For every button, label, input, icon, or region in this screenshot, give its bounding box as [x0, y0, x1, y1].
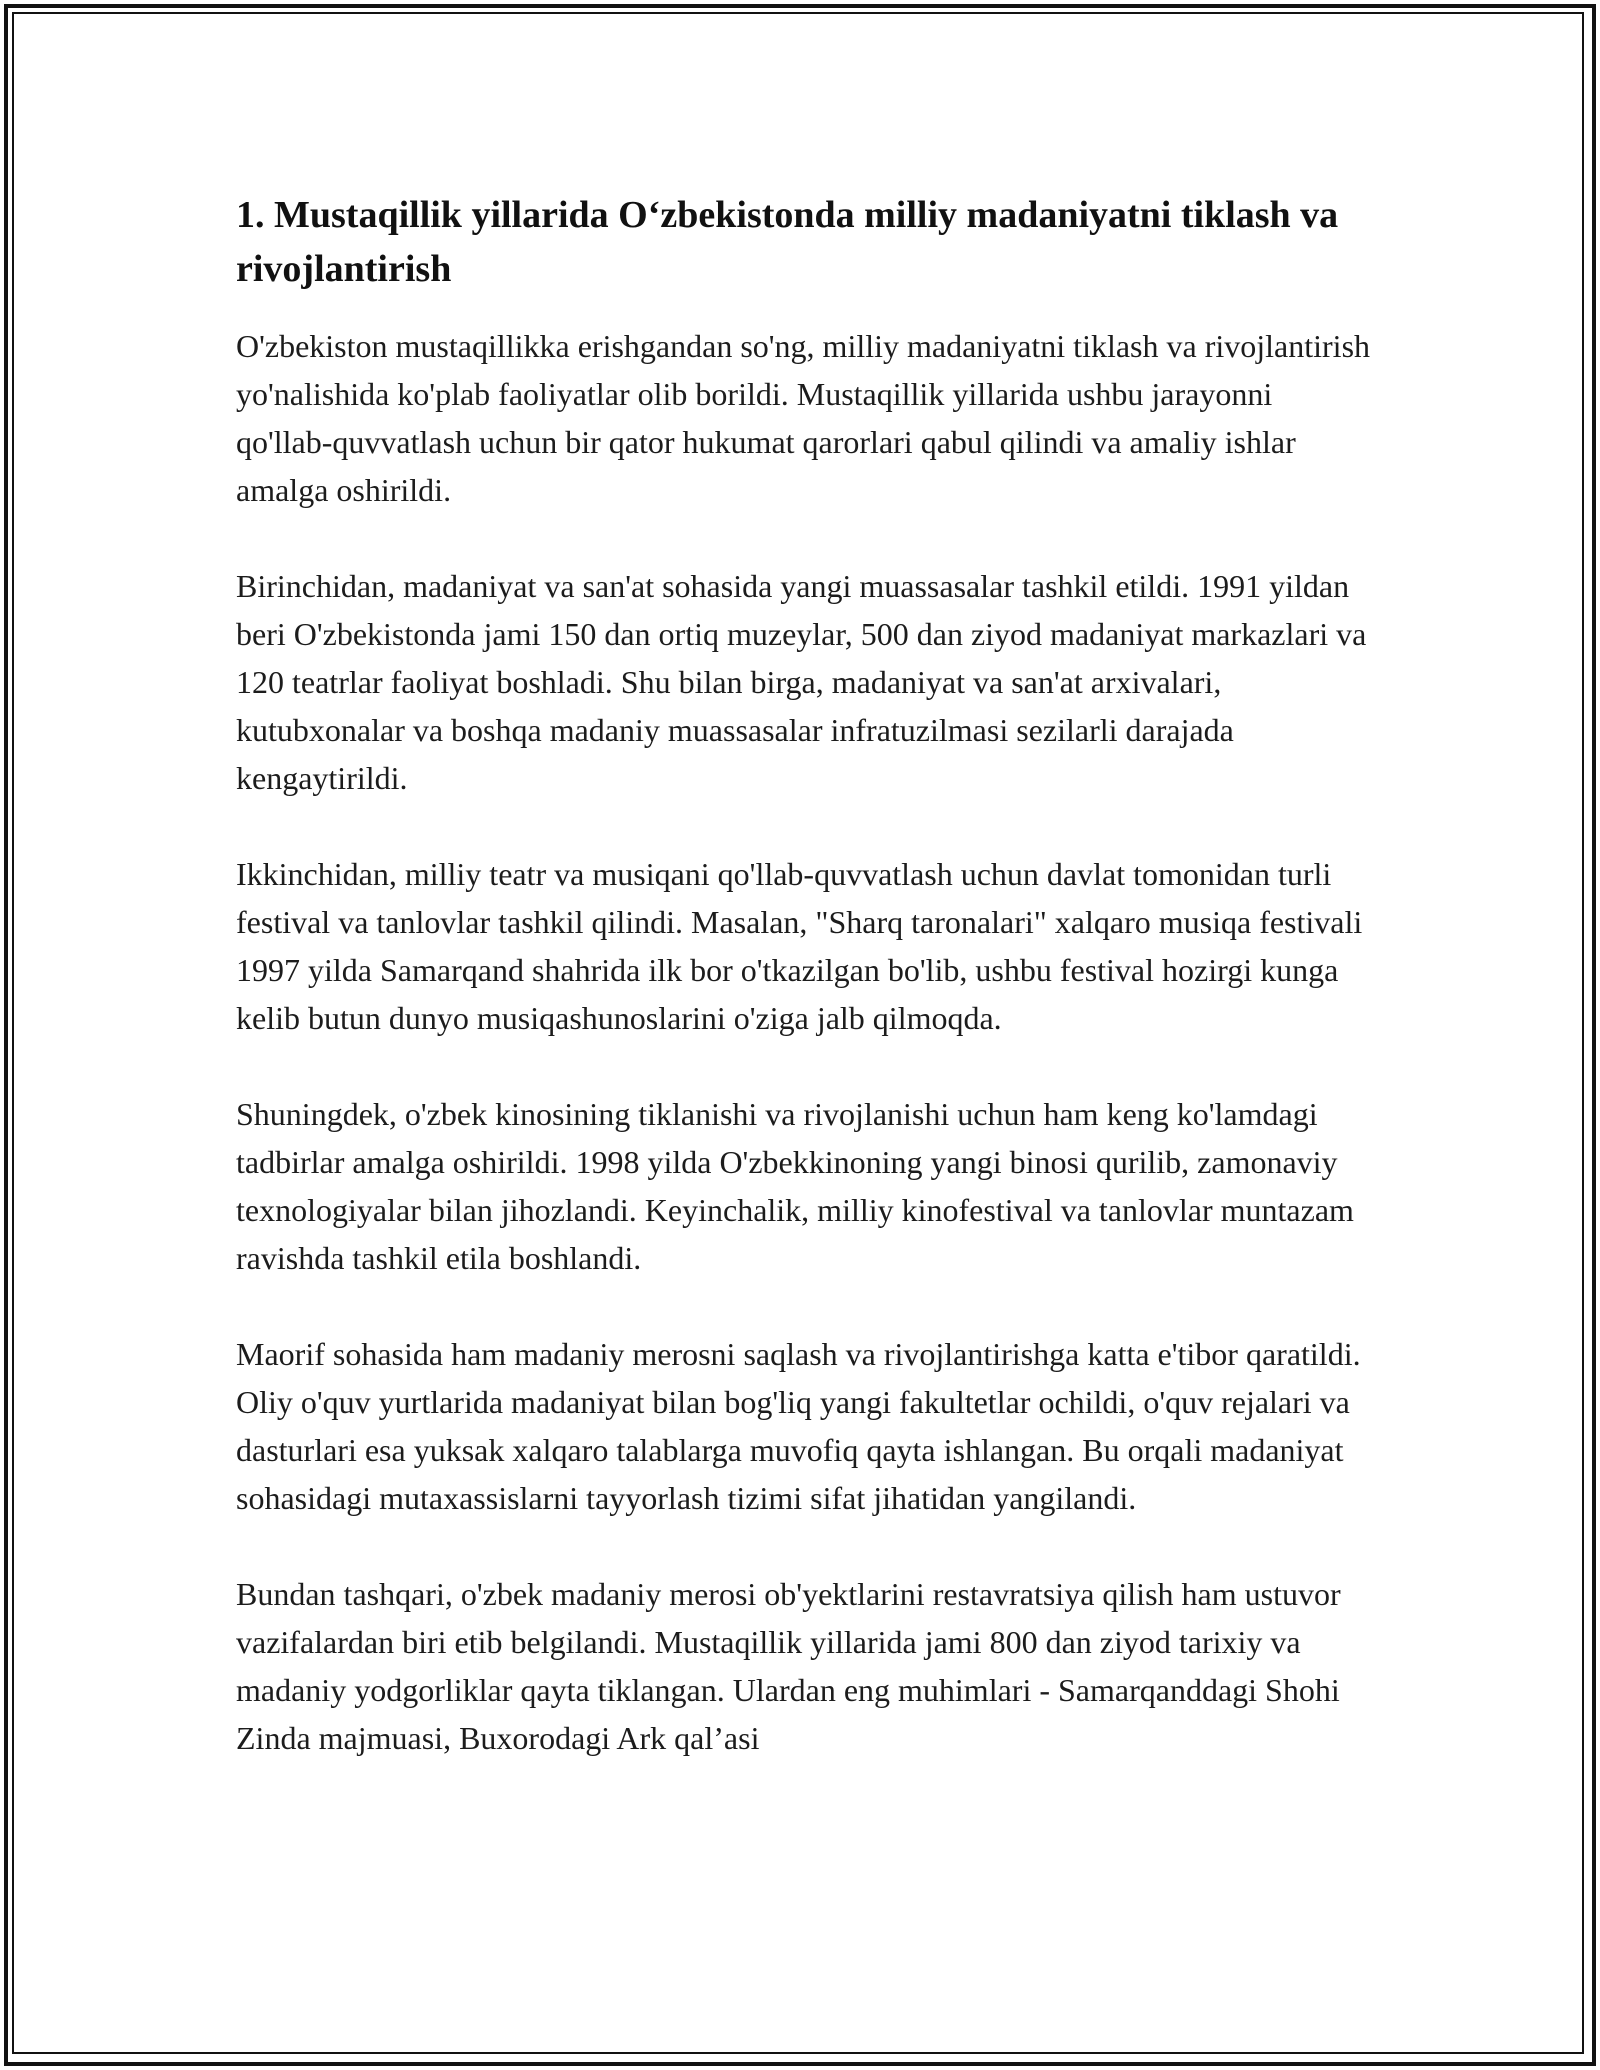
paragraph-2: Birinchidan, madaniyat va san'at sohasida yangi muassasalar tashkil etildi. 1991 yildan beri O'zbekistonda jami 150 dan ortiq muzeylar, 500 dan ziyod madaniyat markazlari va 120 teatrlar faoliyat boshladi. Shu bilan birga, madaniyat va san'at arxivalari, kutubxonalar va boshqa madaniy muassasalar infratuzilmasi sezilarli darajada kengaytirildi.: [236, 568, 1367, 796]
paragraph-6: Bundan tashqari, o'zbek madaniy merosi ob'yektlarini restavratsiya qilish ham ustuvor vazifalardan biri etib belgilandi. Mustaqillik yillarida jami 800 dan ziyod tarixiy va madaniy yodgorliklar qayta tiklangan. Ulardan eng muhimlari - Samarqanddagi Shohi Zinda majmuasi, Buxorodagi Ark qal’asi: [236, 1576, 1341, 1756]
paragraph-3: Ikkinchidan, milliy teatr va musiqani qo'llab-quvvatlash uchun davlat tomonidan turli festival va tanlovlar tashkil qilindi. Masalan, "Sharq taronalari" xalqaro musiqa festivali 1997 yilda Samarqand shahrida ilk bor o'tkazilgan bo'lib, ushbu festival hozirgi kunga kelib butun dunyo musiqashunoslarini o'ziga jalb qilmoqda.: [236, 856, 1363, 1036]
paragraph-5: Maorif sohasida ham madaniy merosni saqlash va rivojlantirishga katta e'tibor qaratildi. Oliy o'quv yurtlarida madaniyat bilan bog'liq yangi fakultetlar ochildi, o'quv rejalari va dasturlari esa yuksak xalqaro talablarga muvofiq qayta ishlangan. Bu orqali madaniyat sohasidagi mutaxassislarni tayyorlash tizimi sifat jihatidan yangilandi.: [236, 1336, 1361, 1516]
paragraph-1: O'zbekiston mustaqillikka erishgandan so'ng, milliy madaniyatni tiklash va rivojlantirish yo'nalishida ko'plab faoliyatlar olib borildi. Mustaqillik yillarida ushbu jarayonni qo'llab-quvvatlash uchun bir qator hukumat qarorlari qabul qilindi va amaliy ishlar amalga oshirildi.: [236, 328, 1371, 508]
document-body: [236, 188, 1376, 1810]
section-title: 1. Mustaqillik yillarida O‘zbekistonda milliy madaniyatni tiklash va rivojlantirish: [236, 194, 1339, 290]
paragraph-4: Shuningdek, o'zbek kinosining tiklanishi va rivojlanishi uchun ham keng ko'lamdagi tadbirlar amalga oshirildi. 1998 yilda O'zbekkinoning yangi binosi qurilib, zamonaviy texnologiyalar bilan jihozlandi. Keyinchalik, milliy kinofestival va tanlovlar muntazam ravishda tashkil etila boshlandi.: [236, 1096, 1354, 1276]
